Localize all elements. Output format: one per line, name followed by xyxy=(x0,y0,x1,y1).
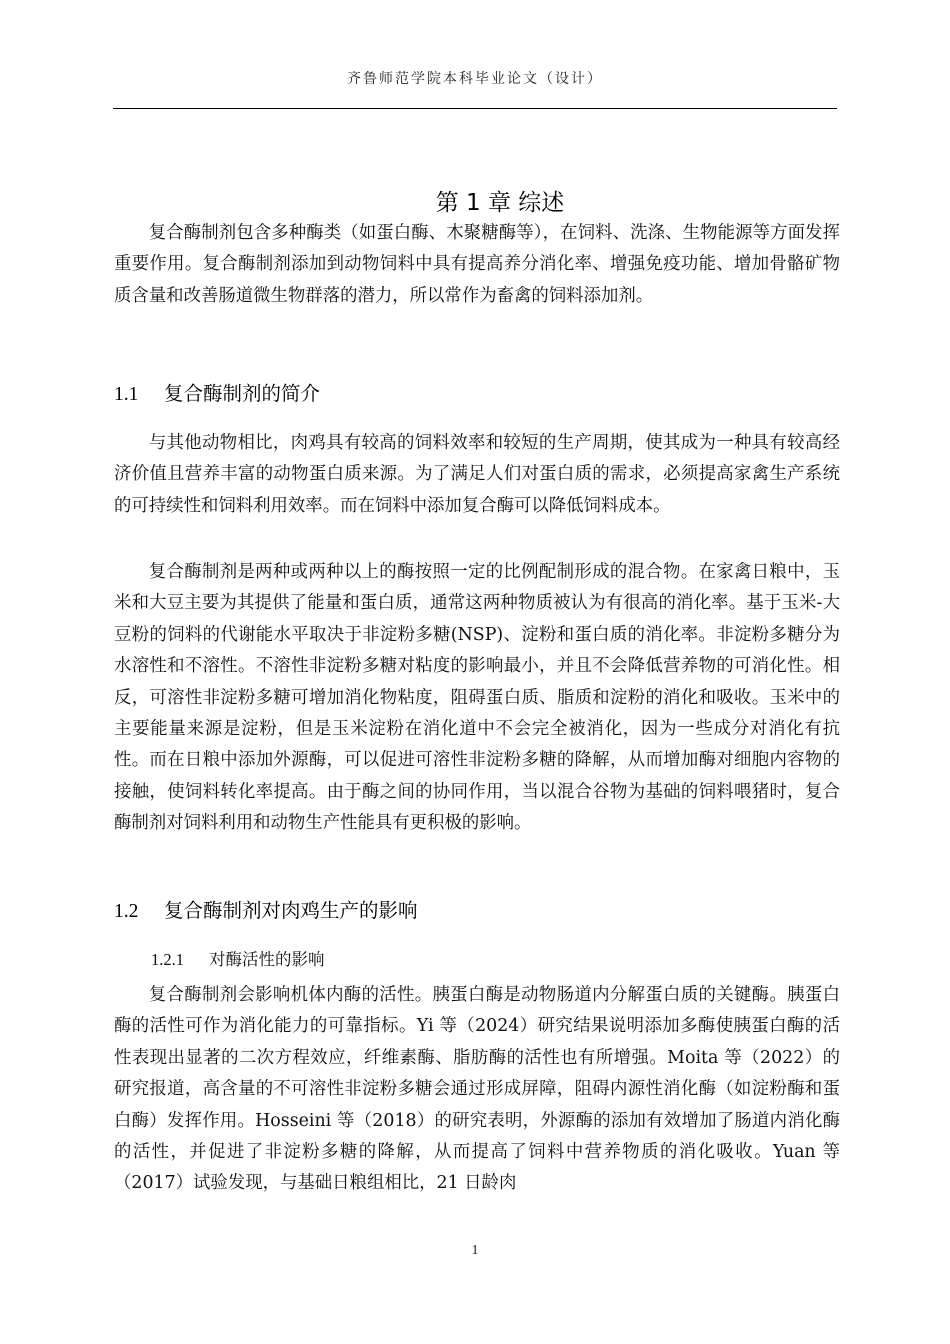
subsection-heading-1-2-1 xyxy=(151,946,325,970)
section-number: 1.1 xyxy=(114,384,139,405)
header-divider xyxy=(113,108,837,109)
page-number: 1 xyxy=(471,1243,479,1258)
section-number: 1.2 xyxy=(114,901,139,922)
chapter-title: 第 1 章 综述 xyxy=(435,190,565,216)
section-heading-1-2 xyxy=(114,895,418,923)
subsection-number: 1.2.1 xyxy=(151,950,184,969)
section-heading-1-1 xyxy=(114,378,320,406)
section-title: 复合酶制剂对肉鸡生产的影响 xyxy=(164,899,418,922)
body-paragraph: 与其他动物相比，肉鸡具有较高的饲料效率和较短的生产周期，使其成为一种具有较高经济价值且营养丰富的动物蛋白质来源。为了满足人们对蛋白质的需求，必须提高家禽生产系统的可持续性和饲料利用效率。而在饲料中添加复合酶可以降低饲料成本。 xyxy=(114,433,840,516)
intro-paragraph: 复合酶制剂包含多种酶类（如蛋白酶、木聚糖酶等），在饲料、洗涤、生物能源等方面发挥重要作用。复合酶制剂添加到动物饲料中具有提高养分消化率、增强免疫功能、增加骨骼矿物质含量和改善肠道微生物群落的潜力，所以常作为畜禽的饲料添加剂。 xyxy=(114,223,840,306)
subsection-title: 对酶活性的影响 xyxy=(209,950,325,969)
running-header: 齐鲁师范学院本科毕业论文（设计） xyxy=(347,71,603,87)
body-paragraph: 复合酶制剂是两种或两种以上的酶按照一定的比例配制形成的混合物。在家禽日粮中，玉米和大豆主要为其提供了能量和蛋白质，通常这两种物质被认为有很高的消化率。基于玉米-大豆粉的饲料的代谢能水平取决于非淀粉多糖(NSP)、淀粉和蛋白质的消化率。非淀粉多糖分为水溶性和不溶性。不溶性非淀粉多糖对粘度的影响最小，并且不会降低营养物的可消化性。相反，可溶性非淀粉多糖可增加消化物粘度，阻碍蛋白质、脂质和淀粉的消化和吸收。玉米中的主要能量来源是淀粉，但是玉米淀粉在消化道中不会完全被消化，因为一些成分对消化有抗性。而在日粮中添加外源酶，可以促进可溶性非淀粉多糖的降解，从而增加酶对细胞内容物的接触，使饲料转化率提高。由于酶之间的协同作用，当以混合谷物为基础的饲料喂猪时，复合酶制剂对饲料利用和动物生产性能具有更积极的影响。 xyxy=(114,562,840,834)
body-paragraph: 复合酶制剂会影响机体内酶的活性。胰蛋白酶是动物肠道内分解蛋白质的关键酶。胰蛋白酶的活性可作为消化能力的可靠指标。Yi 等（2024）研究结果说明添加多酶使胰蛋白酶的活性表现出显著的二次方程效应，纤维素酶、脂肪酶的活性也有所增强。Moita 等（2022）的研究报道，高含量的不可溶性非淀粉多糖会通过形成屏障，阻碍内源性消化酶（如淀粉酶和蛋白酶）发挥作用。Hosseini 等（2018）的研究表明，外源酶的添加有效增加了肠道内消化酶的活性，并促进了非淀粉多糖的降解，从而提高了饲料中营养物质的消化吸收。Yuan 等（2017）试验发现，与基础日粮组相比，21 日龄肉 xyxy=(114,985,840,1194)
section-title: 复合酶制剂的简介 xyxy=(164,382,321,405)
